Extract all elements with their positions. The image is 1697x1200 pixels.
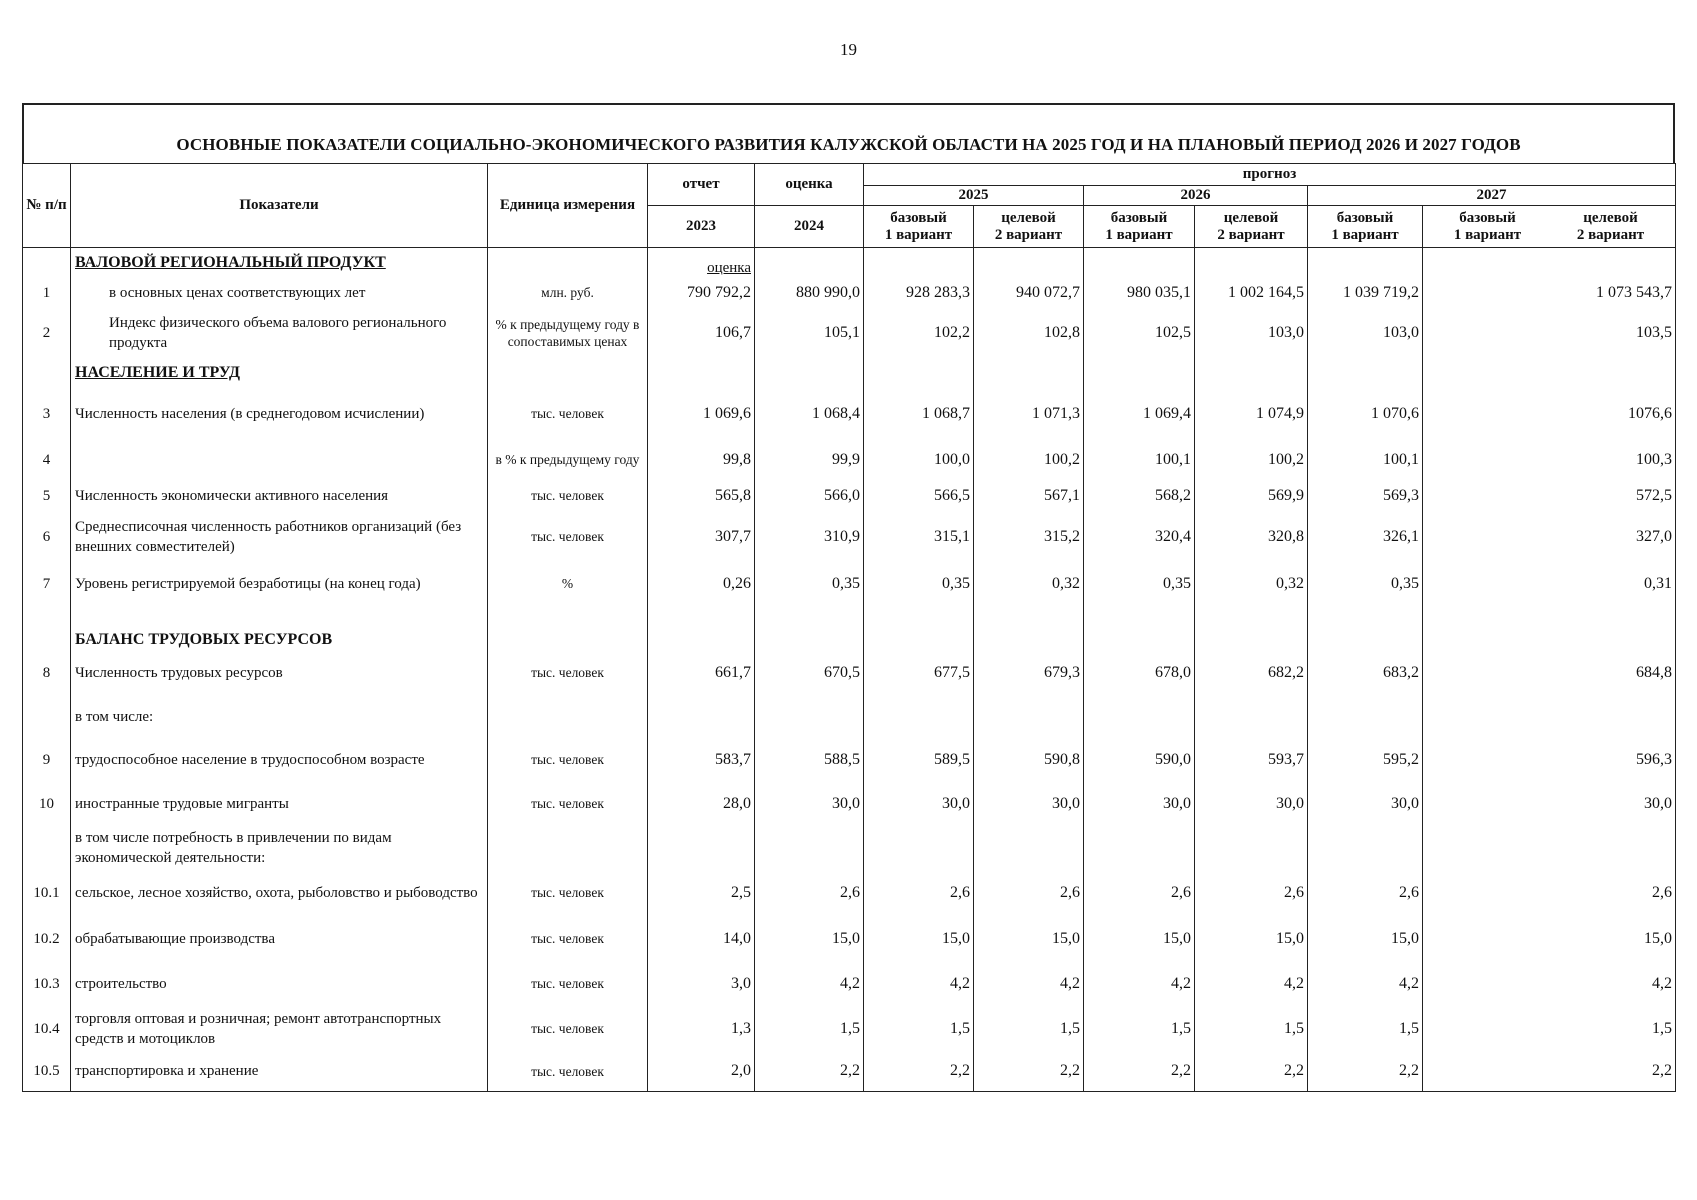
cell-value: 566,5 xyxy=(864,480,974,512)
cell-value: 2,2 xyxy=(1084,1052,1195,1092)
cell-value: 2,6 xyxy=(974,870,1084,916)
cell-value: 980 035,1 xyxy=(1084,278,1195,308)
cell-value: 1 071,3 xyxy=(974,388,1084,440)
subsection-row xyxy=(23,826,1676,870)
cell-value: 0,31 xyxy=(1423,562,1676,606)
table-row xyxy=(23,278,1676,308)
cell-value: 593,7 xyxy=(1195,738,1308,782)
row-num: 10.5 xyxy=(23,1052,71,1092)
row-num: 9 xyxy=(23,738,71,782)
header-variant-2025-base: базовый 1 вариант xyxy=(864,206,974,248)
cell-value: 1,5 xyxy=(1308,1006,1423,1052)
cell-value: 103,5 xyxy=(1423,308,1676,358)
cell-value: 4,2 xyxy=(755,962,864,1006)
cell-value: 1 074,9 xyxy=(1195,388,1308,440)
row-name xyxy=(71,440,488,480)
cell-value: 100,2 xyxy=(1195,440,1308,480)
cell-value: 2,5 xyxy=(648,870,755,916)
cell-value: 4,2 xyxy=(1195,962,1308,1006)
cell-value: 100,2 xyxy=(974,440,1084,480)
cell-value: 102,5 xyxy=(1084,308,1195,358)
cell-value: 1 068,7 xyxy=(864,388,974,440)
cell-value: 15,0 xyxy=(755,916,864,962)
cell-value: 569,3 xyxy=(1308,480,1423,512)
cell-value: 567,1 xyxy=(974,480,1084,512)
row-num: 7 xyxy=(23,562,71,606)
cell-value: 28,0 xyxy=(648,782,755,826)
header-variant-2027-base: базовый 1 вариант xyxy=(1308,206,1423,248)
cell-value: 1,5 xyxy=(864,1006,974,1052)
cell-value: 15,0 xyxy=(974,916,1084,962)
cell-value: 880 990,0 xyxy=(755,278,864,308)
cell-value: 0,32 xyxy=(974,562,1084,606)
cell-value: 1 069,4 xyxy=(1084,388,1195,440)
table-row xyxy=(23,870,1676,916)
row-name: транспортировка и хранение xyxy=(71,1052,488,1092)
cell-value: 583,7 xyxy=(648,738,755,782)
cell-value: 99,9 xyxy=(755,440,864,480)
cell-value: 4,2 xyxy=(1423,962,1676,1006)
cell-value: 2,6 xyxy=(1308,870,1423,916)
cell-value: 1 068,4 xyxy=(755,388,864,440)
row-unit: млн. руб. xyxy=(488,278,648,308)
cell-value: 2,2 xyxy=(1423,1052,1676,1092)
row-name: Индекс физического объема валового регионального продукта xyxy=(71,308,488,358)
header-year-2027: 2027 xyxy=(1308,186,1676,206)
cell-value: 2,6 xyxy=(1195,870,1308,916)
header-variant-2026-target: целевой 2 вариант xyxy=(1195,206,1308,248)
indicators-document xyxy=(22,103,1675,1092)
row-unit: тыс. человек xyxy=(488,916,648,962)
cell-value: 15,0 xyxy=(1308,916,1423,962)
cell-value: 326,1 xyxy=(1308,512,1423,562)
table-row xyxy=(23,962,1676,1006)
row-num: 10 xyxy=(23,782,71,826)
header-report: отчет xyxy=(648,164,755,206)
cell-value: 2,2 xyxy=(974,1052,1084,1092)
cell-value: 569,9 xyxy=(1195,480,1308,512)
cell-value: 102,2 xyxy=(864,308,974,358)
cell-value: 565,8 xyxy=(648,480,755,512)
cell-value: 790 792,2 xyxy=(648,278,755,308)
cell-value: 100,1 xyxy=(1308,440,1423,480)
cell-value: 1 039 719,2 xyxy=(1308,278,1423,308)
section-row xyxy=(23,248,1676,278)
row-unit: % xyxy=(488,562,648,606)
cell-value: 2,6 xyxy=(755,870,864,916)
row-name: трудоспособное население в трудоспособном возрасте xyxy=(71,738,488,782)
subsection-label: в том числе: xyxy=(71,696,488,738)
cell-value: 30,0 xyxy=(1423,782,1676,826)
row-unit: % к предыдущему году в сопоставимых ценах xyxy=(488,308,648,358)
section-row xyxy=(23,606,1676,650)
row-unit: тыс. человек xyxy=(488,480,648,512)
cell-value: 590,8 xyxy=(974,738,1084,782)
table-row xyxy=(23,308,1676,358)
cell-value: 0,35 xyxy=(1308,562,1423,606)
row-num: 6 xyxy=(23,512,71,562)
cell-value: 568,2 xyxy=(1084,480,1195,512)
section-title: НАСЕЛЕНИЕ И ТРУД xyxy=(71,358,488,388)
cell-value: 15,0 xyxy=(864,916,974,962)
cell-value: 15,0 xyxy=(1084,916,1195,962)
row-unit: тыс. человек xyxy=(488,738,648,782)
table-row xyxy=(23,480,1676,512)
row-num: 1 xyxy=(23,278,71,308)
cell-value: 1 069,6 xyxy=(648,388,755,440)
cell-value: 0,26 xyxy=(648,562,755,606)
cell-value: 320,8 xyxy=(1195,512,1308,562)
cell-value: 30,0 xyxy=(755,782,864,826)
cell-value: 320,4 xyxy=(1084,512,1195,562)
row-unit: тыс. человек xyxy=(488,1006,648,1052)
cell-value: 0,32 xyxy=(1195,562,1308,606)
row-unit: тыс. человек xyxy=(488,650,648,696)
row-num: 4 xyxy=(23,440,71,480)
row-name: в основных ценах соответствующих лет xyxy=(71,278,488,308)
cell-value: 99,8 xyxy=(648,440,755,480)
cell-value: 4,2 xyxy=(974,962,1084,1006)
cell-value: 588,5 xyxy=(755,738,864,782)
row-num: 8 xyxy=(23,650,71,696)
cell-value: 100,1 xyxy=(1084,440,1195,480)
cell-value: 2,6 xyxy=(1423,870,1676,916)
cell-value: 100,0 xyxy=(864,440,974,480)
row-name: Среднесписочная численность работников организаций (без внешних совместителей) xyxy=(71,512,488,562)
row-name: строительство xyxy=(71,962,488,1006)
cell-value: 1 070,6 xyxy=(1308,388,1423,440)
cell-value: 2,6 xyxy=(864,870,974,916)
cell-value: 2,2 xyxy=(864,1052,974,1092)
section-title: ВАЛОВОЙ РЕГИОНАЛЬНЫЙ ПРОДУКТ xyxy=(71,248,488,278)
row-num: 10.3 xyxy=(23,962,71,1006)
header-unit: Единица измерения xyxy=(488,164,648,248)
cell-value: 596,3 xyxy=(1423,738,1676,782)
header-estimate: оценка xyxy=(755,164,864,206)
cell-value: 940 072,7 xyxy=(974,278,1084,308)
header-variant-2027-target: базовый 1 вариант целевой 2 вариант xyxy=(1423,206,1676,248)
cell-value: 928 283,3 xyxy=(864,278,974,308)
cell-value: 100,3 xyxy=(1423,440,1676,480)
cell-value: 4,2 xyxy=(864,962,974,1006)
header-forecast: прогноз xyxy=(864,164,1676,186)
cell-value: 683,2 xyxy=(1308,650,1423,696)
estimate-note: оценка xyxy=(707,259,751,276)
row-unit: в % к предыдущему году xyxy=(488,440,648,480)
cell-value: 589,5 xyxy=(864,738,974,782)
row-unit: тыс. человек xyxy=(488,1052,648,1092)
cell-value: 1 002 164,5 xyxy=(1195,278,1308,308)
cell-value: 572,5 xyxy=(1423,480,1676,512)
cell-value: 1,5 xyxy=(974,1006,1084,1052)
cell-value: 1,5 xyxy=(755,1006,864,1052)
cell-value: 1,5 xyxy=(1195,1006,1308,1052)
subsection-label: в том числе потребность в привлечении по видам экономической деятельности: xyxy=(71,826,488,870)
row-num: 3 xyxy=(23,388,71,440)
row-unit: тыс. человек xyxy=(488,512,648,562)
header-year-2024: 2024 xyxy=(755,206,864,248)
row-num: 5 xyxy=(23,480,71,512)
row-unit: тыс. человек xyxy=(488,870,648,916)
cell-value: 566,0 xyxy=(755,480,864,512)
table-row xyxy=(23,512,1676,562)
table-title-box xyxy=(22,103,1675,163)
table-row xyxy=(23,388,1676,440)
cell-value: 1,5 xyxy=(1084,1006,1195,1052)
row-num: 10.2 xyxy=(23,916,71,962)
cell-value: 2,2 xyxy=(1195,1052,1308,1092)
cell-value: 15,0 xyxy=(1423,916,1676,962)
cell-value: 14,0 xyxy=(648,916,755,962)
cell-value: 2,2 xyxy=(755,1052,864,1092)
row-num: 2 xyxy=(23,308,71,358)
cell-value: 1076,6 xyxy=(1423,388,1676,440)
section-title: БАЛАНС ТРУДОВЫХ РЕСУРСОВ xyxy=(71,606,488,650)
cell-value: 15,0 xyxy=(1195,916,1308,962)
cell-value: 3,0 xyxy=(648,962,755,1006)
row-name: Уровень регистрируемой безработицы (на конец года) xyxy=(71,562,488,606)
header-year-2026: 2026 xyxy=(1084,186,1308,206)
row-name: иностранные трудовые мигранты xyxy=(71,782,488,826)
cell-value: 1 073 543,7 xyxy=(1423,278,1676,308)
row-name: Численность экономически активного населения xyxy=(71,480,488,512)
row-name: торговля оптовая и розничная; ремонт автотранспортных средств и мотоциклов xyxy=(71,1006,488,1052)
header-variant-2026-base: базовый 1 вариант xyxy=(1084,206,1195,248)
row-name: Численность населения (в среднегодовом исчислении) xyxy=(71,388,488,440)
cell-value: 30,0 xyxy=(974,782,1084,826)
cell-value: 30,0 xyxy=(1308,782,1423,826)
cell-value: 102,8 xyxy=(974,308,1084,358)
cell-value: 2,6 xyxy=(1084,870,1195,916)
cell-value: 1,5 xyxy=(1423,1006,1676,1052)
subsection-row xyxy=(23,696,1676,738)
cell-value: 2,2 xyxy=(1308,1052,1423,1092)
row-name: обрабатывающие производства xyxy=(71,916,488,962)
cell-value: 105,1 xyxy=(755,308,864,358)
cell-value: 2,0 xyxy=(648,1052,755,1092)
row-unit: тыс. человек xyxy=(488,962,648,1006)
row-name: сельское, лесное хозяйство, охота, рыболовство и рыбоводство xyxy=(71,870,488,916)
cell-value: 4,2 xyxy=(1308,962,1423,1006)
row-num: 10.1 xyxy=(23,870,71,916)
table-row xyxy=(23,782,1676,826)
page-number: 19 xyxy=(840,40,857,59)
cell-value: 106,7 xyxy=(648,308,755,358)
cell-value: 327,0 xyxy=(1423,512,1676,562)
cell-value: 590,0 xyxy=(1084,738,1195,782)
cell-value: 315,2 xyxy=(974,512,1084,562)
table-row xyxy=(23,562,1676,606)
indicators-table xyxy=(22,163,1676,1092)
row-unit: тыс. человек xyxy=(488,388,648,440)
cell-value: 595,2 xyxy=(1308,738,1423,782)
cell-value: 684,8 xyxy=(1423,650,1676,696)
cell-value: 103,0 xyxy=(1195,308,1308,358)
cell-value: 307,7 xyxy=(648,512,755,562)
cell-value: 1,3 xyxy=(648,1006,755,1052)
cell-value: 678,0 xyxy=(1084,650,1195,696)
cell-value: 30,0 xyxy=(1084,782,1195,826)
cell-value: 661,7 xyxy=(648,650,755,696)
cell-value: 4,2 xyxy=(1084,962,1195,1006)
cell-value: 0,35 xyxy=(755,562,864,606)
header-year-2025: 2025 xyxy=(864,186,1084,206)
cell-value: 677,5 xyxy=(864,650,974,696)
header-num: № п/п xyxy=(23,164,71,248)
header-indicator: Показатели xyxy=(71,164,488,248)
table-row xyxy=(23,916,1676,962)
table-row xyxy=(23,1006,1676,1052)
table-row xyxy=(23,440,1676,480)
row-unit: тыс. человек xyxy=(488,782,648,826)
cell-value: 30,0 xyxy=(864,782,974,826)
row-num: 10.4 xyxy=(23,1006,71,1052)
cell-value: 310,9 xyxy=(755,512,864,562)
cell-value: 0,35 xyxy=(864,562,974,606)
cell-value: 682,2 xyxy=(1195,650,1308,696)
cell-value: 30,0 xyxy=(1195,782,1308,826)
cell-value: 679,3 xyxy=(974,650,1084,696)
header-variant-2025-target: целевой 2 вариант xyxy=(974,206,1084,248)
row-name: Численность трудовых ресурсов xyxy=(71,650,488,696)
cell-value: 103,0 xyxy=(1308,308,1423,358)
cell-value: 0,35 xyxy=(1084,562,1195,606)
table-row xyxy=(23,650,1676,696)
cell-value: 670,5 xyxy=(755,650,864,696)
table-row xyxy=(23,738,1676,782)
table-row xyxy=(23,1052,1676,1092)
cell-value: 315,1 xyxy=(864,512,974,562)
table-title: ОСНОВНЫЕ ПОКАЗАТЕЛИ СОЦИАЛЬНО-ЭКОНОМИЧЕСКОГО РАЗВИТИЯ КАЛУЖСКОЙ ОБЛАСТИ НА 2025 ГОД И НА ПЛАНОВЫЙ ПЕРИОД 2026 И 2027 ГОДОВ xyxy=(176,135,1521,154)
section-row xyxy=(23,358,1676,388)
header-year-2023: 2023 xyxy=(648,206,755,248)
